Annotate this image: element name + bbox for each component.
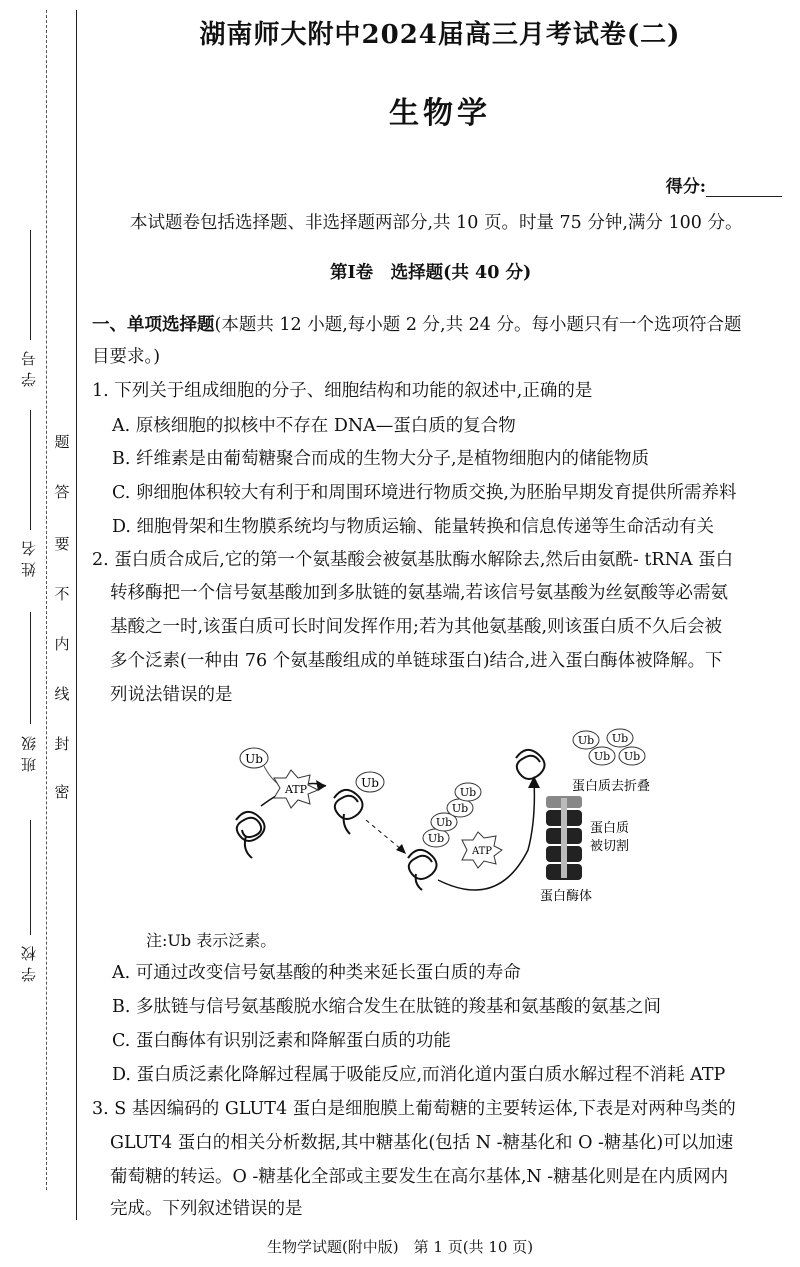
q2-option-c: C. 蛋白酶体有识别泛素和降解蛋白质的功能 [112,1031,451,1051]
q3-stem: 葡萄糖的转运。O -糖基化全部或主要发生在高尔基体,N -糖基化则是在内质网内 [110,1167,729,1187]
folded-protein [236,812,265,858]
score-blank[interactable] [706,196,782,197]
q1-option-c: C. 卵细胞体积较大有利于和周围环境进行物质交换,为胚胎早期发育提供所需养料 [112,483,737,503]
q2-stem: 多个泛素(一种由 76 个氨基酸组成的单链球蛋白)结合,进入蛋白酶体被降解。下 [110,651,723,671]
field-school-line[interactable] [30,820,31,935]
cut-label: 被切割 [590,839,630,854]
exam-title: 湖南师大附中2024届高三月考试卷(二) [199,20,681,50]
dashed-arrow [366,820,402,850]
field-name-label: 姓名 [20,535,38,577]
seal-text-char: 要 [54,535,70,553]
q2-option-a: A. 可通过改变信号氨基酸的种类来延长蛋白质的寿命 [112,963,521,983]
proteasome [546,796,582,880]
field-school-label: 学校 [20,940,38,982]
q3-stem: 3. S 基因编码的 GLUT4 蛋白是细胞膜上葡萄糖的主要转运体,下表是对两种鸟类的 [92,1099,736,1119]
ub-label: Ub [593,750,611,763]
dashed-binding-line [46,10,47,1190]
q1-option-d: D. 细胞骨架和生物膜系统均与物质运输、能量转换和信息传递等生命活动有关 [112,517,715,537]
score-label: 得分: [665,177,706,197]
q1-stem: 1. 下列关于组成细胞的分子、细胞结构和功能的叙述中,正确的是 [92,381,593,401]
exam-intro: 本试题卷包括选择题、非选择题两部分,共 10 页。时量 75 分钟,满分 100 分。 [130,213,743,233]
cut-label: 蛋白质 [590,821,630,836]
ub-label: Ub [623,750,641,763]
ub-label: Ub [459,786,477,799]
seal-text-char: 内 [54,635,70,653]
ub-label: Ub [611,732,629,745]
q2-stem: 列说法错误的是 [110,685,233,705]
ubiquitin-degradation-diagram [216,728,676,914]
protein-at-proteasome [516,750,545,779]
ub-label: Ub [577,734,595,747]
q3-stem: 完成。下列叙述错误的是 [110,1199,303,1219]
atp-label: ATP [284,783,308,796]
ub-label: Ub [435,816,453,829]
field-class-label: 班级 [20,730,38,772]
q2-option-b: B. 多肽链与信号氨基酸脱水缩合发生在肽链的羧基和氨基酸的氨基之间 [112,997,661,1017]
field-name-line[interactable] [30,410,31,530]
atp-label: ATP [471,846,493,857]
seal-text-char: 密 [54,783,70,801]
ub-label: Ub [427,832,445,845]
ub-label: Ub [361,776,379,790]
seal-text-char: 封 [54,735,70,753]
score-field [666,172,782,197]
field-class-line[interactable] [30,612,31,724]
q2-option-d: D. 蛋白质泛素化降解过程属于吸能反应,而消化道内蛋白质水解过程不消耗 ATP [112,1065,726,1085]
seal-text-char: 题 [54,433,70,451]
part-label: 一、单项选择题 [92,315,215,335]
ubiquitinated-protein [334,790,363,834]
q1-option-a: A. 原核细胞的拟核中不存在 DNA—蛋白质的复合物 [112,416,516,436]
subject-title: 生物学 [389,96,491,131]
q2-stem: 转移酶把一个信号氨基酸加到多肽链的氨基端,若该信号氨基酸为丝氨酸等必需氨 [110,583,729,603]
q2-stem: 基酸之一时,该蛋白质可长时间发挥作用;若为其他氨基酸,则该蛋白质不久后会被 [110,617,723,637]
proteasome-label: 蛋白酶体 [540,889,593,904]
ub-label: Ub [245,752,263,766]
seal-text-char: 答 [54,483,70,501]
page-footer: 生物学试题(附中版) 第 1 页(共 10 页) [266,1238,534,1256]
figure-note: 注:Ub 表示泛素。 [146,931,277,950]
seal-text-char: 线 [54,685,70,703]
part-desc-cont: 目要求。) [92,347,161,367]
unfold-label: 蛋白质去折叠 [572,779,651,794]
polyubiquitinated-protein [408,850,437,890]
section-title: 第Ⅰ卷 选择题(共 40 分) [330,263,532,283]
q1-option-b: B. 纤维素是由葡萄糖聚合而成的生物大分子,是植物细胞内的储能物质 [112,449,650,469]
part-instructions [92,314,742,336]
ub-label: Ub [451,802,469,815]
field-student-id-line[interactable] [30,230,31,340]
q3-stem: GLUT4 蛋白的相关分析数据,其中糖基化(包括 N -糖基化和 O -糖基化)可以加速 [110,1133,734,1153]
solid-margin-line [76,10,77,1220]
part-desc: (本题共 12 小题,每小题 2 分,共 24 分。每小题只有一个选项符合题 [214,315,742,335]
q2-stem: 2. 蛋白质合成后,它的第一个氨基酸会被氨基肽酶水解除去,然后由氨酰- tRNA 蛋白 [92,550,734,570]
field-student-id-label: 学号 [20,345,38,387]
seal-text-char: 不 [54,585,70,603]
